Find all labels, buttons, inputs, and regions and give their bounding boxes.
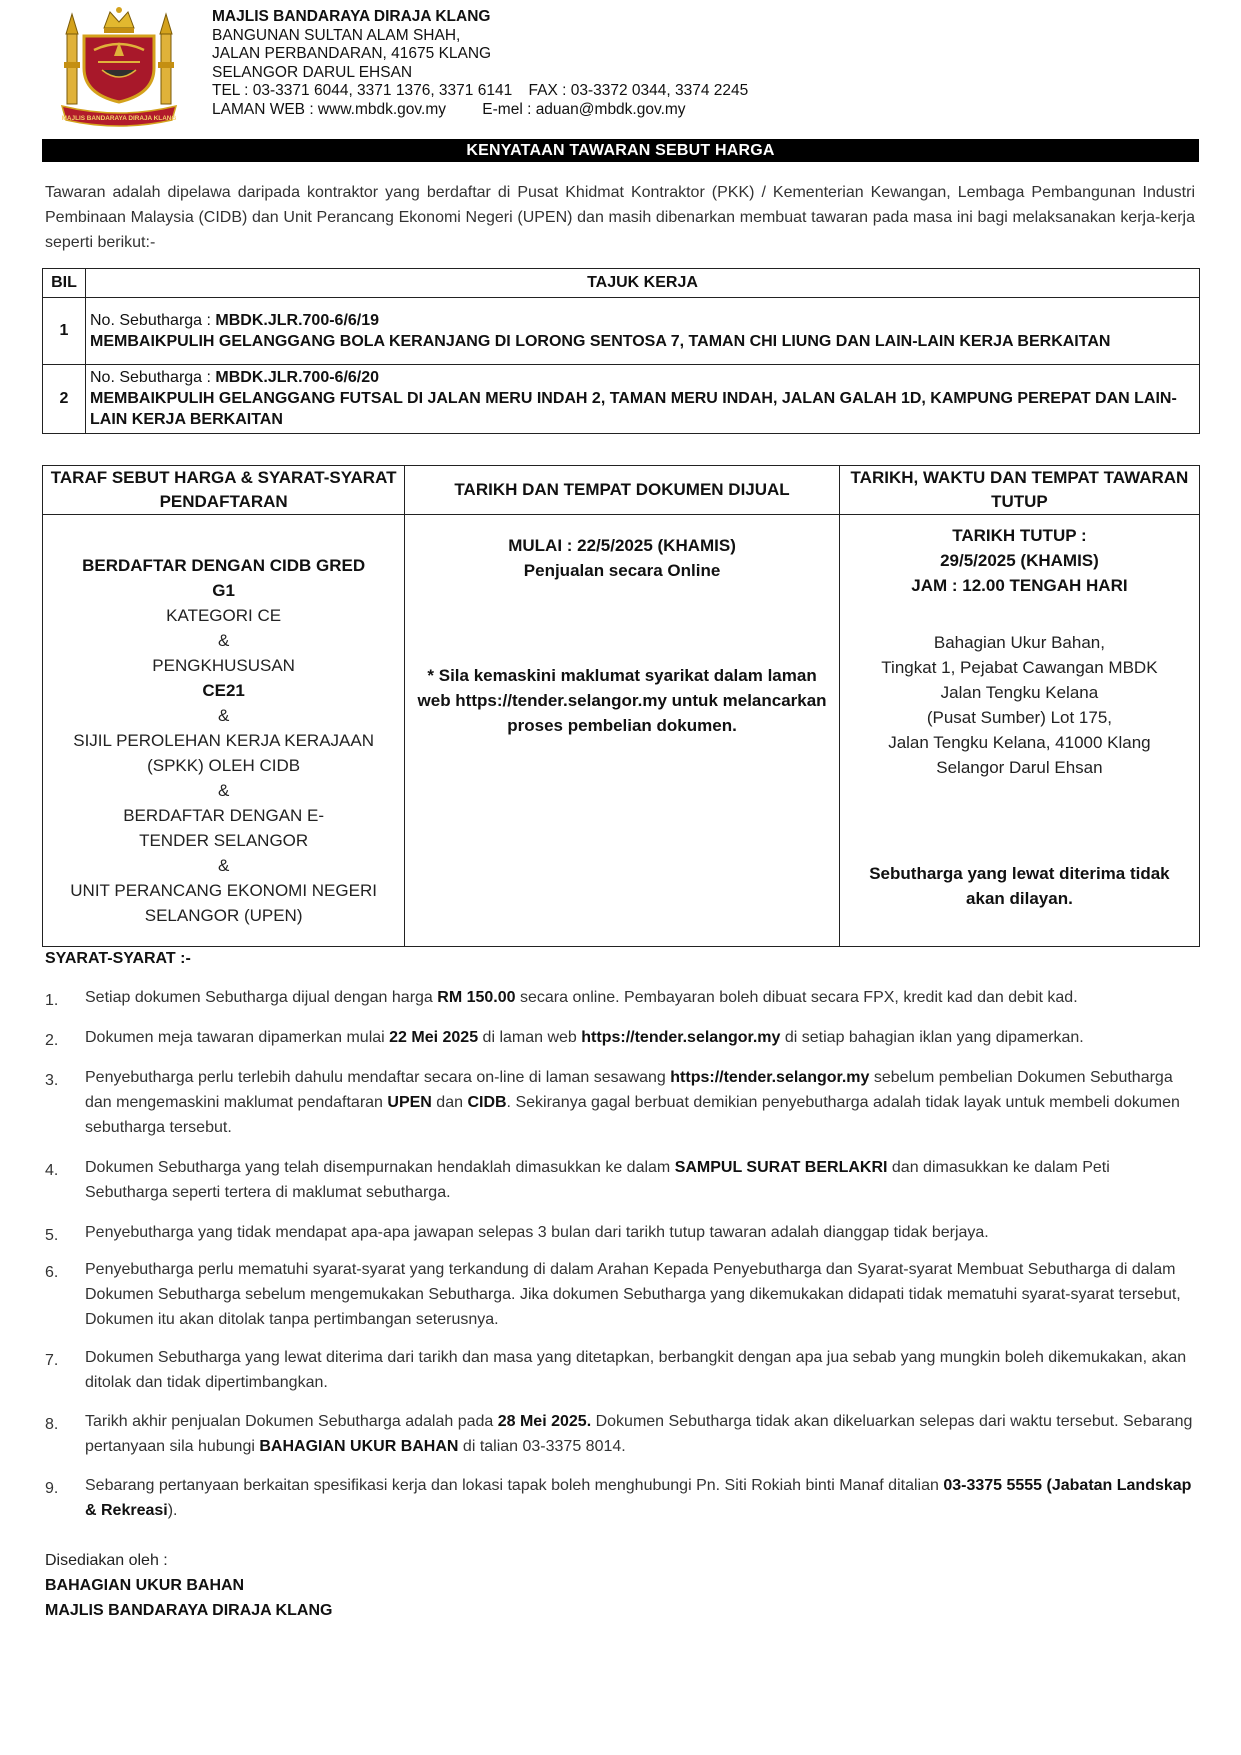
condition-item	[45, 1220, 1195, 1245]
closing-place	[840, 630, 1199, 780]
fax-numbers: FAX : 03-3372 0344, 3374 2245	[528, 82, 749, 99]
req-specialisation: PENGKHUSUSAN	[152, 656, 295, 675]
req-cidb: BERDAFTAR DENGAN CIDB GRED	[82, 556, 366, 575]
condition-number: 1.	[45, 992, 59, 1009]
registration-requirements	[43, 515, 405, 947]
letterhead	[212, 8, 748, 119]
ref-label: No. Sebutharga :	[90, 311, 216, 329]
closing-label: TARIKH TUTUP :	[952, 526, 1087, 545]
work-title: MEMBAIKPULIH GELANGGANG FUTSAL DI JALAN MERU INDAH 2, TAMAN MERU INDAH, JALAN GALAH 1D, KAMPUNG PEREPAT DAN LAIN-LAIN KERJA BERKAITAN	[90, 390, 1177, 428]
closing-block	[840, 523, 1199, 598]
crest-ribbon	[62, 106, 177, 126]
col-title-header: TAJUK KERJA	[86, 269, 1200, 298]
document-title: KENYATAAN TAWARAN SEBUT HARGA	[42, 139, 1199, 162]
conditions-heading: SYARAT-SYARAT :-	[45, 950, 191, 967]
place-line: Jalan Tengku Kelana, 41000 Klang	[888, 733, 1151, 752]
crest-shield	[84, 36, 154, 102]
prepared-by-dept: BAHAGIAN UKUR BAHAN	[45, 1577, 245, 1594]
sale-note: * Sila kemaskini maklumat syarikat dalam laman web https://tender.selangor.my untuk melancarkan proses pembelian dokumen.	[417, 666, 827, 735]
condition-number: 5.	[45, 1227, 59, 1244]
works-row-2	[43, 365, 1200, 434]
col-closing-header: TARIKH, WAKTU DAN TEMPAT TAWARAN TUTUP	[839, 466, 1199, 515]
row-number: 1	[43, 298, 86, 365]
works-row-1	[43, 298, 1200, 365]
details-table-header	[43, 466, 1200, 515]
details-table	[42, 465, 1200, 947]
work-cell	[86, 298, 1200, 365]
req-spec-code: CE21	[202, 681, 245, 700]
condition-number: 3.	[45, 1072, 59, 1089]
org-name: MAJLIS BANDARAYA DIRAJA KLANG	[212, 8, 491, 25]
prepared-by-org: MAJLIS BANDARAYA DIRAJA KLANG	[45, 1602, 333, 1619]
address-line-1: BANGUNAN SULTAN ALAM SHAH,	[212, 26, 461, 44]
req-upen: UNIT PERANCANG EKONOMI NEGERI SELANGOR (UPEN)	[70, 881, 377, 925]
condition-number: 6.	[45, 1264, 59, 1281]
crest-crown	[104, 7, 134, 33]
works-table-header	[43, 269, 1200, 298]
work-cell	[86, 365, 1200, 434]
condition-number: 8.	[45, 1416, 59, 1433]
sale-start-date: MULAI : 22/5/2025 (KHAMIS)	[508, 536, 736, 555]
condition-number: 4.	[45, 1162, 59, 1179]
condition-text: Dokumen Sebutharga yang lewat diterima dari tarikh dan masa yang ditetapkan, berbangkit dengan apa jua sebab yang mungkin boleh dikemukakan, akan ditolak dan tidak dipertimbangkan.	[85, 1349, 1187, 1391]
condition-item	[45, 1155, 1195, 1205]
condition-item	[45, 985, 1195, 1010]
details-row	[43, 515, 1200, 947]
condition-number: 2.	[45, 1032, 59, 1049]
closing-info	[839, 515, 1199, 947]
quotation-ref	[90, 367, 1195, 388]
condition-number: 9.	[45, 1480, 59, 1497]
address-line-3: SELANGOR DARUL EHSAN	[212, 63, 413, 81]
condition-item	[45, 1025, 1195, 1050]
req-etender: BERDAFTAR DENGAN E-TENDER SELANGOR	[123, 806, 325, 850]
condition-text: Penyebutharga perlu mematuhi syarat-syarat yang terkandung di dalam Arahan Kepada Penyebutharga dan Syarat-syarat Membuat Sebutharga di dalam Dokumen Sebutharga sebelum mengemukakan Sebutharga. Jika dokumen Sebutharga yang dikemukakan didapati tidak mematuhi syarat-syarat tersebut, Dokumen itu akan ditolak tanpa pertimbangan seterusnya.	[85, 1261, 1181, 1328]
quotation-ref	[90, 310, 1195, 331]
condition-text: Sebarang pertanyaan berkaitan spesifikasi kerja dan lokasi tapak boleh menghubungi Pn. Siti Rokiah binti Manaf ditalian 03-3375 5555 (Jabatan Landskap & Rekreasi).	[85, 1477, 1192, 1519]
col-registration-header: TARAF SEBUT HARGA & SYARAT-SYARAT PENDAFTARAN	[43, 466, 405, 515]
req-and: &	[217, 706, 230, 725]
web-email-line	[212, 101, 748, 120]
place-line: Bahagian Ukur Bahan,	[933, 633, 1105, 652]
ref-number: MBDK.JLR.700-6/6/19	[215, 311, 380, 329]
crest-right-pillar	[158, 14, 174, 104]
prepared-by-block	[45, 1548, 332, 1623]
place-line: Selangor Darul Ehsan	[936, 758, 1103, 777]
late-submission-note: Sebutharga yang lewat diterima tidak akan dilayan.	[869, 864, 1170, 908]
condition-item	[45, 1065, 1195, 1140]
condition-item	[45, 1345, 1195, 1395]
ref-number: MBDK.JLR.700-6/6/20	[215, 369, 380, 386]
place-line: (Pusat Sumber) Lot 175,	[926, 708, 1113, 727]
email-link[interactable]: E-mel : aduan@mbdk.gov.my	[482, 100, 686, 118]
crest-ribbon-text: MAJLIS BANDARAYA DIRAJA KLANG	[61, 115, 177, 122]
prepared-by-label: Disediakan oleh :	[45, 1552, 168, 1569]
closing-time: JAM : 12.00 TENGAH HARI	[911, 576, 1128, 595]
website-link[interactable]: LAMAN WEB : www.mbdk.gov.my	[212, 100, 446, 118]
req-spkk: SIJIL PEROLEHAN KERJA KERAJAAN (SPKK) OLEH CIDB	[73, 731, 374, 775]
req-and: &	[217, 856, 230, 875]
condition-item	[45, 1409, 1195, 1459]
sale-start-block	[405, 533, 839, 583]
condition-text: Dokumen meja tawaran dipamerkan mulai 22 Mei 2025 di laman web https://tender.selangor.my di setiap bahagian iklan yang dipamerkan.	[85, 1029, 1084, 1046]
row-number: 2	[43, 365, 86, 434]
tel-numbers: TEL : 03-3371 6044, 3371 1376, 3371 6141	[212, 82, 513, 99]
condition-text: Dokumen Sebutharga yang telah disempurnakan hendaklah dimasukkan ke dalam SAMPUL SURAT BERLAKRI dan dimasukkan ke dalam Peti Sebutharga seperti tertera di maklumat sebutharga.	[85, 1159, 1110, 1201]
sale-mode: Penjualan secara Online	[523, 561, 721, 580]
col-bil-header: BIL	[43, 269, 86, 298]
phone-fax-line	[212, 82, 748, 101]
condition-number: 7.	[45, 1352, 59, 1369]
mbdk-crest-logo	[58, 2, 180, 130]
place-line: Tingkat 1, Pejabat Cawangan MBDK	[881, 658, 1158, 677]
intro-paragraph: Tawaran adalah dipelawa daripada kontraktor yang berdaftar di Pusat Khidmat Kontraktor (PKK) / Kementerian Kewangan, Lembaga Pembangunan Industri Pembinaan Malaysia (CIDB) dan Unit Perancang Ekonomi Negeri (UPEN) dan masih dibenarkan membuat tawaran pada masa ini bagi melaksanakan kerja-kerja seperti berikut:-	[45, 184, 1195, 251]
closing-date: 29/5/2025 (KHAMIS)	[940, 551, 1099, 570]
crest-left-pillar	[64, 14, 80, 104]
condition-text: Setiap dokumen Sebutharga dijual dengan harga RM 150.00 secara online. Pembayaran boleh dibuat secara FPX, kredit kad dan debit kad.	[85, 989, 1078, 1006]
req-and: &	[217, 631, 230, 650]
req-grade: G1	[212, 581, 235, 600]
document-sale-info	[405, 515, 840, 947]
req-and: &	[217, 781, 230, 800]
address-line-2: JALAN PERBANDARAN, 41675 KLANG	[212, 45, 492, 62]
condition-text: Penyebutharga perlu terlebih dahulu mendaftar secara on-line di laman sesawang https://tender.selangor.my sebelum pembelian Dokumen Sebutharga dan mengemaskini maklumat pendaftaran UPEN dan CIDB. Sekiranya gagal berbuat demikian penyebutharga adalah tidak layak untuk membeli dokumen sebutharga tersebut.	[85, 1069, 1180, 1136]
condition-text: Tarikh akhir penjualan Dokumen Sebutharga adalah pada 28 Mei 2025. Dokumen Sebutharga tidak akan dikeluarkan selepas dari waktu tersebut. Sebarang pertanyaan sila hubungi BAHAGIAN UKUR BAHAN di talian 03-3375 8014.	[85, 1413, 1193, 1455]
place-line: Jalan Tengku Kelana	[940, 683, 1099, 702]
works-table	[42, 268, 1200, 434]
req-category: KATEGORI CE	[166, 606, 282, 625]
work-title: MEMBAIKPULIH GELANGGANG BOLA KERANJANG DI LORONG SENTOSA 7, TAMAN CHI LIUNG DAN LAIN-LAIN KERJA BERKAITAN	[90, 332, 1111, 350]
condition-text: Penyebutharga yang tidak mendapat apa-apa jawapan selepas 3 bulan dari tarikh tutup tawaran adalah dianggap tidak berjaya.	[85, 1224, 989, 1241]
ref-label: No. Sebutharga :	[90, 369, 216, 386]
condition-item	[45, 1257, 1195, 1332]
condition-item	[45, 1473, 1195, 1523]
col-document-sale-header: TARIKH DAN TEMPAT DOKUMEN DIJUAL	[405, 466, 840, 515]
